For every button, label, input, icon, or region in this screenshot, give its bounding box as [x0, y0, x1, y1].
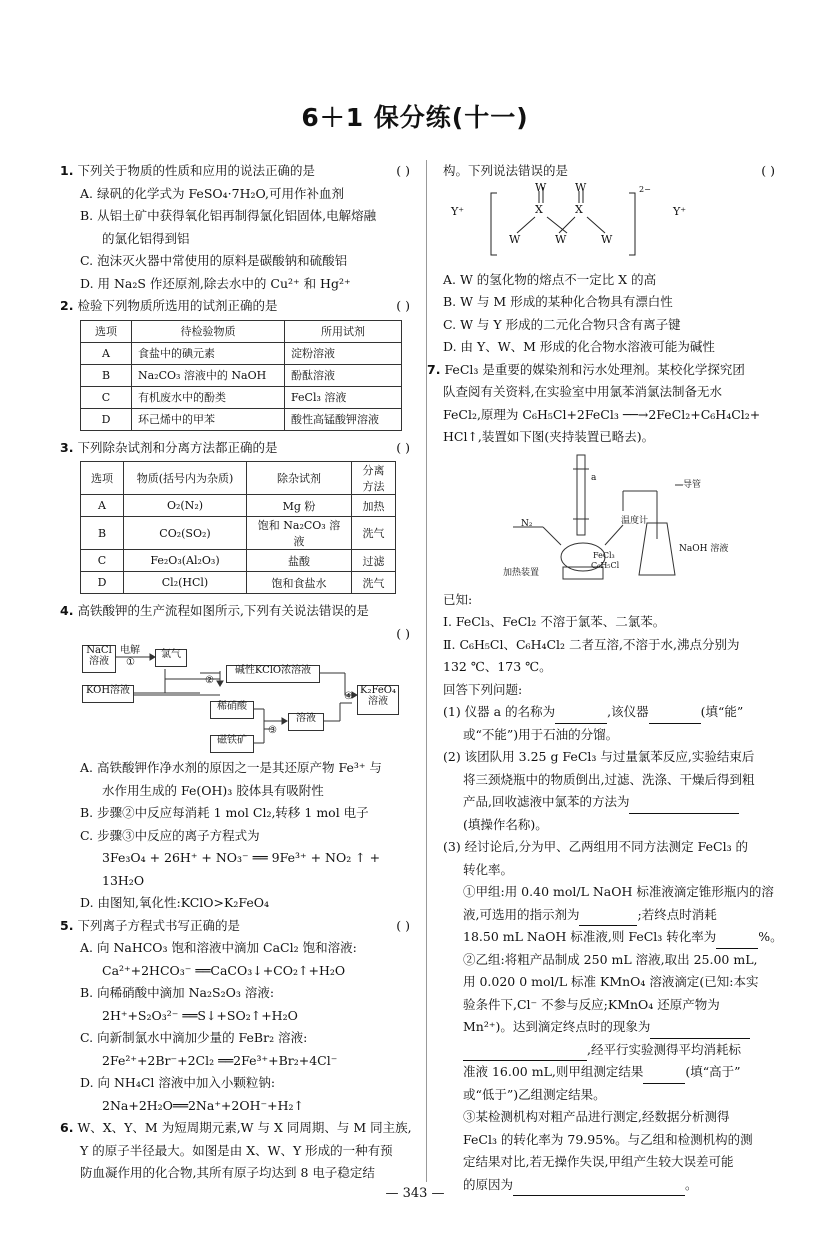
q3-table: [80, 461, 396, 594]
q4-option-c-eq: 3Fe₃O₄ + 26H⁺ + NO₃⁻ ══ 9Fe³⁺ + NO₂ ↑ +: [102, 850, 381, 865]
q5-option-c-eq: 2Fe²⁺+2Br⁻+2Cl₂ ══2Fe³⁺+Br₂+4Cl⁻: [102, 1052, 338, 1068]
table-cell: 洗气: [352, 572, 396, 594]
q6-stem-line4-text: 构。下列说法错误的是: [443, 163, 569, 178]
q4-option-a: A. 高铁酸钾作净水剂的原因之一是其还原产物 Fe³⁺ 与: [80, 760, 382, 775]
table-cell: FeCl₃ 溶液: [285, 386, 402, 408]
q1-option-d: D. 用 Na₂S 作还原剂,除去水中的 Cu²⁺ 和 Hg²⁺: [80, 275, 351, 291]
q7-part3-sub2-line3: 验条件下,Cl⁻ 不参与反应;KMnO₄ 还原产物为: [463, 996, 720, 1012]
q6-stem-text: W、X、Y、M 为短周期元素,W 与 X 同周期、与 M 同主族,: [77, 1120, 412, 1135]
struct-w-top2: W: [575, 180, 587, 194]
table-row: [81, 550, 396, 572]
answer-blank[interactable]: [629, 799, 739, 814]
q5-stem: [60, 915, 410, 938]
q1-answer-bracket: ( ): [396, 163, 410, 178]
q5-stem-text: 下列离子方程式书写正确的是: [77, 917, 240, 933]
q7-part2-line3: [443, 791, 775, 814]
apparatus-heater-label: 加热装置: [503, 567, 540, 578]
answer-blank[interactable]: [649, 709, 701, 724]
q4-option-d: D. 由图知,氧化性:KClO>K₂FeO₄: [80, 895, 269, 910]
table-cell: 饱和 Na₂CO₃ 溶液: [247, 517, 352, 550]
table-cell: 酸性高锰酸钾溶液: [285, 408, 402, 430]
q7-stem-text: FeCl₃ 是重要的媒染剂和污水处理剂。某校化学探究团: [444, 361, 745, 377]
q7-part3-sub1-line3: [443, 926, 783, 949]
q6-structure-diagram: [443, 180, 775, 269]
answer-blank[interactable]: [555, 709, 607, 724]
q7-part3-text4: %。: [758, 929, 783, 944]
table-cell: 加热: [352, 495, 396, 517]
q2-answer-bracket: ( ): [396, 298, 410, 313]
apparatus-tube-label: 导管: [683, 479, 702, 490]
table-cell: D: [81, 408, 132, 430]
struct-x2: X: [575, 202, 583, 216]
table-header: 所用试剂: [285, 320, 402, 342]
q4-option-c: C. 步骤③中反应的离子方程式为: [80, 827, 260, 843]
answer-blank[interactable]: [643, 1069, 685, 1084]
q7-known-2-cont: 132 ℃、173 ℃。: [443, 659, 552, 674]
q2-stem-text: 检验下列物质所选用的试剂正确的是: [77, 298, 278, 313]
q4-option-c-eq-cont: 13H₂O: [102, 872, 145, 888]
table-header: 除杂试剂: [247, 462, 352, 495]
q5-answer-bracket: ( ): [396, 917, 410, 933]
table-row: [81, 386, 402, 408]
q7-part1-text3: (填“能”: [700, 704, 744, 719]
table-cell: Cl₂(HCl): [124, 572, 247, 594]
flow-step1-label: ①: [126, 657, 135, 668]
q7-part3-sub3-line4: 的原因为 。: [443, 1174, 775, 1197]
table-header: 选项: [81, 320, 132, 342]
table-cell: C: [81, 550, 124, 572]
table-cell: C: [81, 386, 132, 408]
q5-option-b: B. 向稀硝酸中滴加 Na₂S₂O₃ 溶液:: [80, 985, 275, 1000]
table-cell: 过滤: [352, 550, 396, 572]
table-cell: 食盐中的碘元素: [132, 342, 285, 364]
flow-electrolysis-label: 电解: [120, 645, 140, 656]
q6-stem-line4: [443, 160, 775, 183]
page-number: — 343 —: [385, 1186, 445, 1201]
q1-option-b: B. 从铝土矿中获得氧化铝再制得氯化铝固体,电解熔融: [80, 208, 377, 223]
flow-nacl-box: NaCl 溶液: [82, 645, 116, 673]
q5-option-d: D. 向 NH₄Cl 溶液中加入小颗粒钠:: [80, 1075, 276, 1090]
table-row: [81, 342, 402, 364]
q6-option-a: A. W 的氢化物的熔点不一定比 X 的高: [443, 271, 657, 287]
q4-stem-text: 高铁酸钾的生产流程如图所示,下列有关说法错误的是: [77, 603, 369, 618]
table-row: [81, 364, 402, 386]
q7-part3-sub2-line6: [443, 1061, 775, 1084]
q7-part3-sub2-line7: 或“低于”)乙组测定结果。: [463, 1086, 606, 1102]
q4-answer-bracket: ( ): [396, 625, 410, 641]
table-cell: B: [81, 364, 132, 386]
q3-number: 3.: [60, 439, 74, 455]
q2-stem: [60, 295, 410, 318]
q7-stem-line2: 队查阅有关资料,在实验室中用氯苯消氯法制备无水: [443, 384, 722, 399]
q7-part3: (3) 经讨论后,分为甲、乙两组用不同方法测定 FeCl₃ 的: [443, 839, 749, 854]
q4-flow-diagram: [60, 645, 410, 757]
q6-stem: [60, 1117, 410, 1140]
flow-step2-label: ②: [205, 675, 214, 686]
q6-answer-bracket: ( ): [761, 163, 775, 178]
q6-option-d: D. 由 Y、W、M 形成的化合物水溶液可能为碱性: [443, 339, 715, 354]
answer-blank[interactable]: [716, 934, 758, 949]
table-cell: Fe₂O₃(Al₂O₃): [124, 550, 247, 572]
q7-apparatus-diagram: [443, 449, 775, 589]
q3-answer-bracket: ( ): [396, 439, 410, 455]
table-row: [81, 517, 396, 550]
table-cell: A: [81, 342, 132, 364]
q2-table: [80, 320, 402, 431]
q5-option-a-eq: Ca²⁺+2HCO₃⁻ ══CaCO₃↓+CO₂↑+H₂O: [102, 962, 346, 978]
q7-part3-text6: ,经平行实验测得平均消耗标: [587, 1041, 741, 1057]
apparatus-c6h5cl-label: C₆H₅Cl: [591, 560, 620, 570]
q4-option-b: B. 步骤②中反应每消耗 1 mol Cl₂,转移 1 mol 电子: [80, 805, 369, 820]
struct-w-bot3: W: [601, 232, 613, 246]
q7-known-label: 已知:: [443, 591, 473, 607]
q7-part3-sub2: ②乙组:将粗产品制成 250 mL 溶液,取出 25.00 mL,: [463, 951, 758, 967]
q7-part3-text7: 准液 16.00 mL,则甲组测定结果: [463, 1064, 644, 1079]
q1-number: 1.: [60, 163, 74, 178]
answer-blank[interactable]: [579, 911, 637, 926]
q7-part1: [443, 701, 775, 724]
q7-part3-sub2-line5: [443, 1039, 775, 1062]
table-cell: Na₂CO₃ 溶液中的 NaOH: [132, 364, 285, 386]
q7-part3-line2: 转化率。: [463, 861, 514, 877]
table-header: 分离方法: [352, 462, 396, 495]
struct-w-top1: W: [535, 180, 547, 194]
table-header: 待检验物质: [132, 320, 285, 342]
q7-part1-text2: ,该仪器: [607, 704, 649, 719]
structure-bonds: [443, 180, 775, 269]
struct-y-left: Y⁺: [451, 204, 465, 218]
q7-part2-text: 产品,回收滤液中氯苯的方法为: [463, 794, 630, 809]
q3-stem-text: 下列除杂试剂和分离方法都正确的是: [77, 439, 278, 455]
flow-step4-label: ④: [344, 691, 353, 702]
q7-part2-line4: (填操作名称)。: [463, 816, 548, 832]
q1-stem: [60, 160, 410, 183]
answer-blank[interactable]: [650, 1024, 750, 1039]
q7-stem-line4: HCl↑,装置如下图(夹持装置已略去)。: [443, 429, 655, 444]
q7-part3-text9: 的原因为: [463, 1176, 514, 1192]
q7-stem: [427, 359, 775, 382]
table-header: 物质(括号内为杂质): [124, 462, 247, 495]
q6-number: 6.: [60, 1120, 74, 1135]
flow-step3-label: ③: [268, 725, 277, 736]
struct-charge: 2−: [639, 184, 651, 194]
table-row: [81, 495, 396, 517]
apparatus-naoh-label: NaOH 溶液: [679, 543, 729, 554]
q7-part3-text3: 18.50 mL NaOH 标准液,则 FeCl₃ 转化率为: [463, 929, 717, 944]
q6-option-c: C. W 与 Y 形成的二元化合物只含有离子键: [443, 316, 681, 332]
flow-chlorine-box: 氯气: [155, 649, 187, 667]
q7-part3-sub3-line3: 定结果对比,若无操作失误,甲组产生较大误差可能: [463, 1154, 734, 1169]
q7-part3-text5: Mn²⁺)。达到滴定终点时的现象为: [463, 1019, 651, 1034]
q4-bracket-line: [60, 623, 410, 646]
q1-option-b-cont: 的氯化铝得到铝: [102, 230, 190, 246]
q6-option-b: B. W 与 M 形成的某种化合物具有漂白性: [443, 294, 673, 309]
table-cell: CO₂(SO₂): [124, 517, 247, 550]
q4-stem: [60, 600, 410, 623]
q5-option-d-eq: 2Na+2H₂O══2Na⁺+2OH⁻+H₂↑: [102, 1097, 304, 1113]
apparatus-fecl3-label: FeCl₃: [593, 550, 615, 560]
flow-product-box: K₂FeO₄ 溶液: [357, 685, 399, 715]
table-cell: 环己烯中的甲苯: [132, 408, 285, 430]
struct-w-bot1: W: [509, 232, 521, 246]
page-title: 6＋1 保分练(十一): [301, 103, 529, 132]
q7-part3-text: 液,可选用的指示剂为: [463, 906, 580, 922]
q7-known-2: Ⅱ. C₆H₅Cl、C₆H₄Cl₂ 二者互溶,不溶于水,沸点分别为: [443, 636, 740, 652]
flow-iron-ore-box: 磁铁矿: [210, 735, 254, 753]
table-cell: 盐酸: [247, 550, 352, 572]
q7-part2-line2: 将三颈烧瓶中的物质倒出,过滤、洗涤、干燥后得到粗: [463, 771, 755, 787]
q7-part3-sub3: ③某检测机构对粗产品进行测定,经数据分析测得: [463, 1109, 730, 1124]
q7-number: 7.: [427, 361, 441, 377]
q7-part3-text8: (填“高于”: [685, 1064, 741, 1079]
table-cell: 酚酞溶液: [285, 364, 402, 386]
q7-part3-sub2-line4: [443, 1016, 775, 1039]
table-cell: 淀粉溶液: [285, 342, 402, 364]
q7-answer-label: 回答下列问题:: [443, 681, 523, 697]
q7-known-1: Ⅰ. FeCl₃、FeCl₂ 不溶于氯苯、二氯苯。: [443, 614, 666, 629]
table-row: [81, 408, 402, 430]
column-divider: [426, 160, 427, 1182]
table-header-row: [81, 320, 402, 342]
q3-stem: [60, 437, 410, 460]
table-cell: O₂(N₂): [124, 495, 247, 517]
q7-part3-sub1: ①甲组:用 0.40 mol/L NaOH 标准液滴定锥形瓶内的溶: [463, 884, 774, 899]
q5-option-a: A. 向 NaHCO₃ 饱和溶液中滴加 CaCl₂ 饱和溶液:: [80, 940, 357, 955]
q7-part1-cont: 或“不能”)用于石油的分馏。: [463, 726, 619, 742]
table-cell: 洗气: [352, 517, 396, 550]
q7-stem-line3: FeCl₂,原理为 C₆H₅Cl+2FeCl₃ ──→2FeCl₂+C₆H₄Cl₂+: [443, 406, 761, 422]
q7-part3-sub3-line2: FeCl₃ 的转化率为 79.95%。与乙组和检测机构的测: [463, 1131, 753, 1147]
q1-option-c: C. 泡沫灭火器中常使用的原料是碳酸钠和硫酸铝: [80, 253, 348, 268]
q6-stem-line3: 防血凝作用的化合物,其所有原子均达到 8 电子稳定结: [80, 1165, 375, 1180]
q4-number: 4.: [60, 603, 74, 618]
table-row: [81, 572, 396, 594]
left-column: [60, 160, 410, 1185]
table-cell: Mg 粉: [247, 495, 352, 517]
flow-koh-box: KOH溶液: [82, 685, 134, 703]
apparatus-thermometer-label: 温度计: [621, 515, 649, 526]
q7-part3-sub2-line2: 用 0.020 0 mol/L 标准 KMnO₄ 溶液滴定(已知:本实: [463, 974, 759, 989]
q7-part3-text2: ;若终点时消耗: [637, 906, 717, 922]
right-column: [427, 160, 783, 1196]
q1-option-a: A. 绿矾的化学式为 FeSO₄·7H₂O,可用作补血剂: [80, 185, 344, 201]
flow-kclo-box: 碱性KClO浓溶液: [226, 665, 320, 683]
table-cell: B: [81, 517, 124, 550]
q4-option-a-cont: 水作用生成的 Fe(OH)₃ 胶体具有吸附性: [102, 782, 324, 798]
q7-part2: (2) 该团队用 3.25 g FeCl₃ 与过量氯苯反应,实验结束后: [443, 749, 755, 764]
table-header-row: [81, 462, 396, 495]
table-header: 选项: [81, 462, 124, 495]
table-cell: A: [81, 495, 124, 517]
struct-w-bot2: W: [555, 232, 567, 246]
q5-number: 5.: [60, 917, 74, 933]
flow-nitric-box: 稀硝酸: [210, 701, 254, 719]
apparatus-condenser-label: a: [591, 472, 597, 483]
q7-part1-text: (1) 仪器 a 的名称为: [443, 704, 556, 719]
answer-blank[interactable]: [463, 1046, 587, 1061]
q5-option-b-eq: 2H⁺+S₂O₃²⁻ ══S↓+SO₂↑+H₂O: [102, 1007, 298, 1023]
q7-part3-sub1-line2: [443, 904, 775, 927]
table-cell: D: [81, 572, 124, 594]
struct-y-right: Y⁺: [673, 204, 687, 218]
q6-stem-line2: Y 的原子半径最大。如图是由 X、W、Y 形成的一种有预: [80, 1142, 393, 1158]
struct-x1: X: [535, 202, 543, 216]
table-cell: 有机废水中的酚类: [132, 386, 285, 408]
q1-stem-text: 下列关于物质的性质和应用的说法正确的是: [77, 163, 315, 178]
q5-option-c: C. 向新制氯水中滴加少量的 FeBr₂ 溶液:: [80, 1030, 308, 1045]
flow-solution-box: 溶液: [288, 713, 324, 731]
table-cell: 饱和食盐水: [247, 572, 352, 594]
apparatus-n2-label: N₂: [521, 518, 533, 529]
q2-number: 2.: [60, 298, 74, 313]
